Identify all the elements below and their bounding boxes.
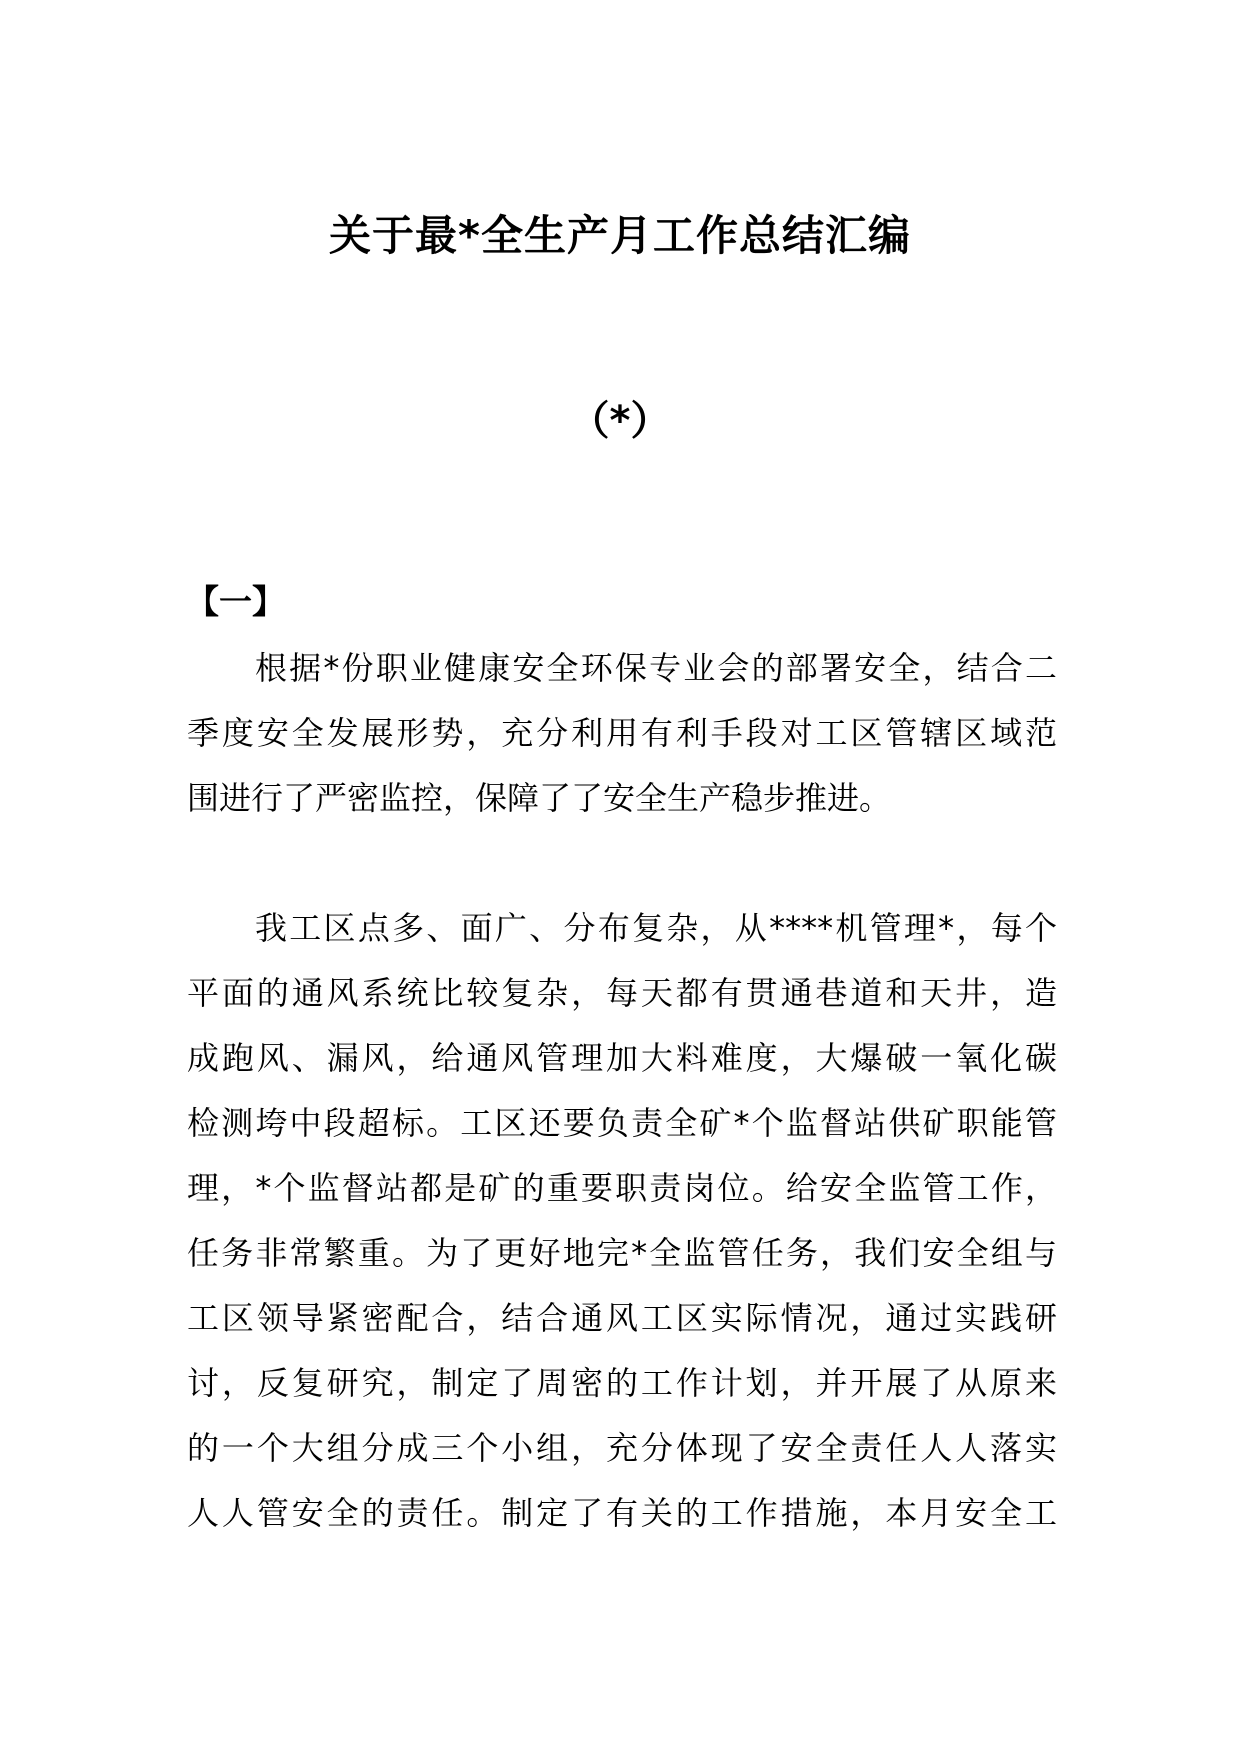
paragraph-line: 成跑风、漏风，给通风管理加大料难度，大爆破一氧化碳	[187, 1039, 1057, 1077]
section-heading: 【一】	[186, 582, 285, 621]
paragraph-line: 检测垮中段超标。工区还要负责全矿*个监督站供矿职能管	[187, 1104, 1057, 1142]
document-title: 关于最*全生产月工作总结汇编	[329, 211, 911, 260]
paragraph-line: 理，*个监督站都是矿的重要职责岗位。给安全监管工作，	[187, 1169, 1057, 1207]
paragraph-line: 工区领导紧密配合，结合通风工区实际情况，通过实践研	[187, 1299, 1057, 1337]
paragraph-2	[187, 896, 1057, 1546]
paragraph-line: 季度安全发展形势，充分利用有利手段对工区管辖区域范	[187, 714, 1057, 752]
paragraph-line: 平面的通风系统比较复杂，每天都有贯通巷道和天井，造	[187, 974, 1057, 1012]
paragraph-line: 根据*份职业健康安全环保专业会的部署安全，结合二	[255, 649, 1057, 687]
paragraph-1	[187, 636, 1057, 831]
paragraph-line: 人人管安全的责任。制定了有关的工作措施，本月安全工	[187, 1494, 1057, 1532]
document-subtitle: （*）	[569, 398, 671, 444]
paragraph-line: 围进行了严密监控，保障了了安全生产稳步推进。	[187, 779, 892, 817]
paragraph-line: 任务非常繁重。为了更好地完*全监管任务，我们安全组与	[187, 1234, 1057, 1272]
paragraph-line: 讨，反复研究，制定了周密的工作计划，并开展了从原来	[187, 1364, 1057, 1402]
paragraph-line: 我工区点多、面广、分布复杂，从****机管理*，每个	[255, 909, 1057, 947]
paragraph-line: 的一个大组分成三个小组，充分体现了安全责任人人落实	[187, 1429, 1057, 1467]
